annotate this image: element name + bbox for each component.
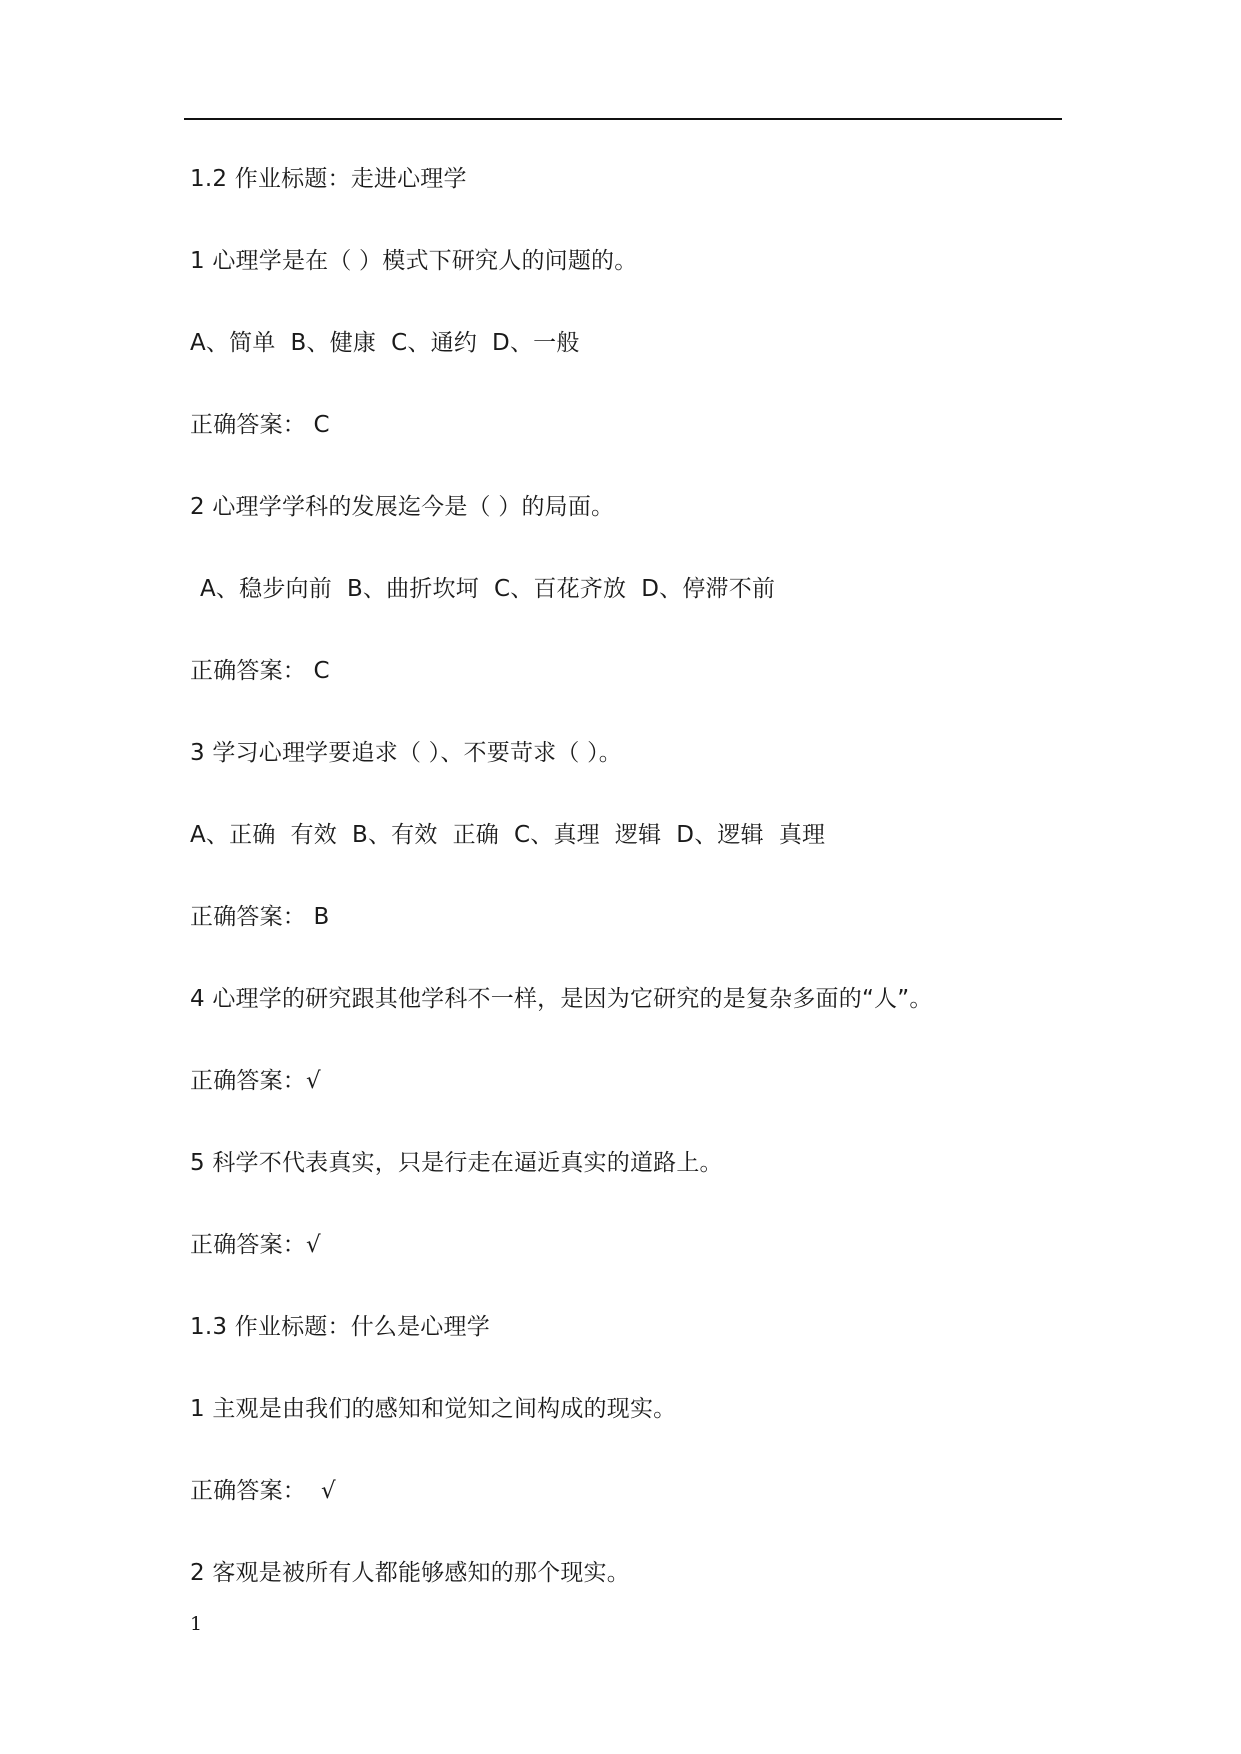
- page-number: 1: [190, 1613, 203, 1635]
- question-text: 4 心理学的研究跟其他学科不一样，是因为它研究的是复杂多面的“人”。: [190, 986, 933, 1012]
- section-title: 1.2 作业标题：走进心理学: [190, 166, 467, 192]
- question-text: 2 心理学学科的发展迄今是（ ）的局面。: [190, 494, 615, 520]
- question-text: 2 客观是被所有人都能够感知的那个现实。: [190, 1560, 630, 1586]
- answer-options: A、稳步向前 B、曲折坎坷 C、百花齐放 D、停滞不前: [200, 576, 776, 602]
- correct-answer: 正确答案： √: [190, 1478, 336, 1504]
- correct-answer: 正确答案： B: [190, 904, 330, 930]
- correct-answer: 正确答案： C: [190, 412, 330, 438]
- question-text: 1 心理学是在（ ）模式下研究人的问题的。: [190, 248, 638, 274]
- answer-options: A、简单 B、健康 C、通约 D、一般: [190, 330, 580, 356]
- correct-answer: 正确答案： C: [190, 658, 330, 684]
- correct-answer: 正确答案：√: [190, 1068, 321, 1094]
- correct-answer: 正确答案：√: [190, 1232, 321, 1258]
- question-text: 3 学习心理学要追求（ ）、不要苛求（ ）。: [190, 740, 622, 766]
- answer-options: A、正确 有效 B、有效 正确 C、真理 逻辑 D、逻辑 真理: [190, 822, 826, 848]
- header-rule: [184, 118, 1062, 120]
- question-text: 1 主观是由我们的感知和觉知之间构成的现实。: [190, 1396, 677, 1422]
- question-text: 5 科学不代表真实，只是行走在逼近真实的道路上。: [190, 1150, 723, 1176]
- section-title: 1.3 作业标题：什么是心理学: [190, 1314, 490, 1340]
